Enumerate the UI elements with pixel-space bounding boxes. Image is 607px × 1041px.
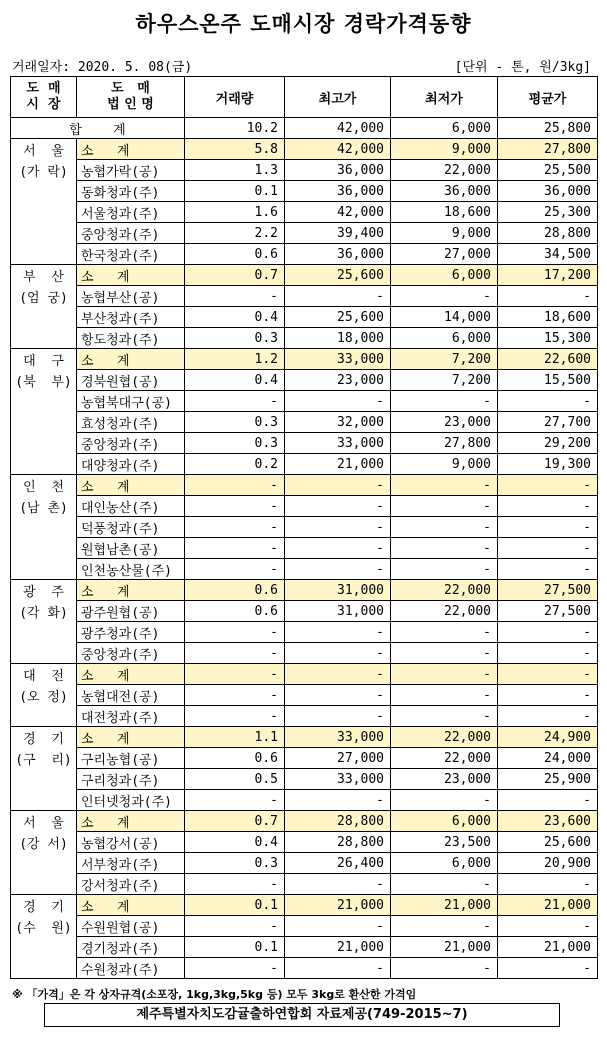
cell-min: -: [391, 286, 498, 307]
cell-avg: 25,300: [498, 202, 598, 223]
total-label: 합 계: [11, 118, 185, 139]
cell-min: 23,500: [391, 832, 498, 853]
cell-avg: 23,600: [498, 811, 598, 832]
cell-avg: 24,900: [498, 727, 598, 748]
cell-min: -: [391, 958, 498, 979]
cell-max: -: [285, 685, 391, 706]
cell-avg: 20,900: [498, 853, 598, 874]
cell-volume: 1.3: [185, 160, 285, 181]
cell-avg: -: [498, 286, 598, 307]
cell-min: 21,000: [391, 895, 498, 916]
cell-min: -: [391, 622, 498, 643]
cell-volume: -: [185, 559, 285, 580]
source-box: 제주특별자치도감귤출하연합회 자료제공(749-2015~7): [44, 1003, 560, 1027]
market-location: (구 리): [15, 753, 72, 768]
cell-volume: -: [185, 664, 285, 685]
cell-volume: -: [185, 790, 285, 811]
cell-max: -: [285, 559, 391, 580]
corp-name: 수원원협(공): [77, 916, 185, 937]
corp-name: 구리농협(공): [77, 748, 185, 769]
cell-volume: 2.2: [185, 223, 285, 244]
cell-max: -: [285, 664, 391, 685]
market-location: (엄 궁): [19, 291, 68, 306]
table-row: [11, 307, 598, 328]
cell-volume: -: [185, 706, 285, 727]
unit-label: [단위 - 톤, 원/3kg]: [454, 60, 591, 75]
corp-name: 농협가락(공): [77, 160, 185, 181]
table-row: [11, 244, 598, 265]
corp-name: 경기청과(주): [77, 937, 185, 958]
cell-avg: 15,300: [498, 328, 598, 349]
table-row: [11, 223, 598, 244]
cell-min: -: [391, 517, 498, 538]
cell-avg: -: [498, 391, 598, 412]
corp-name: 대전청과(주): [77, 706, 185, 727]
cell-avg: 22,600: [498, 349, 598, 370]
cell-max: 31,000: [285, 580, 391, 601]
cell-volume: 0.4: [185, 832, 285, 853]
table-row: [11, 559, 598, 580]
cell-volume: -: [185, 916, 285, 937]
cell-volume: 0.5: [185, 769, 285, 790]
cell-min: 22,000: [391, 160, 498, 181]
cell-volume: 0.4: [185, 307, 285, 328]
cell-max: -: [285, 286, 391, 307]
cell-min: 6,000: [391, 853, 498, 874]
corp-name: 인천농산물(주): [77, 559, 185, 580]
table-row: [11, 454, 598, 475]
cell-min: -: [391, 643, 498, 664]
corp-name: 항도청과(주): [77, 328, 185, 349]
cell-avg: 29,200: [498, 433, 598, 454]
header-market: [11, 77, 77, 118]
cell-avg: 18,600: [498, 307, 598, 328]
header-corp-top: 도 매: [111, 81, 150, 96]
market-name: 인 천: [23, 480, 64, 495]
cell-max: 32,000: [285, 412, 391, 433]
price-table: [10, 76, 598, 979]
table-row: [11, 769, 598, 790]
corp-name: 경북원협(공): [77, 370, 185, 391]
cell-volume: 0.2: [185, 454, 285, 475]
corp-name: 농협강서(공): [77, 832, 185, 853]
cell-min: 22,000: [391, 601, 498, 622]
cell-max: 23,000: [285, 370, 391, 391]
total-row: [11, 118, 598, 139]
corp-name: 원협남촌(공): [77, 538, 185, 559]
cell-min: 9,000: [391, 223, 498, 244]
cell-volume: -: [185, 958, 285, 979]
cell-avg: -: [498, 706, 598, 727]
total-volume: 10.2: [185, 118, 285, 139]
cell-volume: -: [185, 538, 285, 559]
table-row: [11, 160, 598, 181]
cell-min: 7,200: [391, 370, 498, 391]
cell-max: 25,600: [285, 307, 391, 328]
cell-avg: 25,500: [498, 160, 598, 181]
market-cell: [11, 895, 77, 979]
table-row: [11, 916, 598, 937]
cell-max: 21,000: [285, 454, 391, 475]
cell-avg: 19,300: [498, 454, 598, 475]
table-row: [11, 538, 598, 559]
corp-name: 대인농산(주): [77, 496, 185, 517]
cell-max: 27,000: [285, 748, 391, 769]
cell-max: 33,000: [285, 769, 391, 790]
market-cell: [11, 664, 77, 727]
market-location: (가 락): [19, 165, 68, 180]
corp-name: 덕풍청과(주): [77, 517, 185, 538]
cell-volume: 0.1: [185, 181, 285, 202]
cell-volume: 1.1: [185, 727, 285, 748]
corp-name: 서울청과(주): [77, 202, 185, 223]
cell-max: -: [285, 538, 391, 559]
corp-name: 인터넷청과(주): [77, 790, 185, 811]
table-row: [11, 202, 598, 223]
cell-max: 28,800: [285, 811, 391, 832]
table-row: [11, 622, 598, 643]
cell-max: -: [285, 706, 391, 727]
market-cell: [11, 139, 77, 265]
cell-max: 39,400: [285, 223, 391, 244]
subtotal-label: 소 계: [77, 580, 185, 601]
cell-volume: -: [185, 685, 285, 706]
table-row: [11, 370, 598, 391]
table-row: [11, 328, 598, 349]
table-row: [11, 181, 598, 202]
cell-avg: 27,800: [498, 139, 598, 160]
cell-volume: 1.6: [185, 202, 285, 223]
corp-name: 부산청과(주): [77, 307, 185, 328]
cell-max: 42,000: [285, 202, 391, 223]
cell-avg: -: [498, 685, 598, 706]
cell-avg: -: [498, 790, 598, 811]
table-row: [11, 790, 598, 811]
market-cell: [11, 349, 77, 475]
cell-max: 21,000: [285, 937, 391, 958]
market-location: (오 정): [19, 690, 68, 705]
subtotal-row: [11, 139, 598, 160]
market-cell: [11, 727, 77, 811]
table-row: [11, 685, 598, 706]
cell-volume: 0.6: [185, 601, 285, 622]
cell-avg: 17,200: [498, 265, 598, 286]
corp-name: 농협대전(공): [77, 685, 185, 706]
table-row: [11, 391, 598, 412]
cell-volume: 0.3: [185, 433, 285, 454]
cell-min: 9,000: [391, 454, 498, 475]
subtotal-row: [11, 580, 598, 601]
cell-max: 21,000: [285, 895, 391, 916]
table-row: [11, 601, 598, 622]
cell-volume: 0.3: [185, 412, 285, 433]
page-title: 하우스온주 도매시장 경락가격동향: [135, 12, 472, 36]
cell-avg: -: [498, 958, 598, 979]
cell-min: 21,000: [391, 937, 498, 958]
cell-max: -: [285, 622, 391, 643]
cell-min: -: [391, 391, 498, 412]
cell-avg: 25,600: [498, 832, 598, 853]
corp-name: 한국청과(주): [77, 244, 185, 265]
price-note: ※ 「가격」은 각 상자규격(소포장, 1kg,3kg,5kg 등) 모두 3kg로 환산한 가격임: [12, 988, 417, 1001]
corp-name: 대양청과(주): [77, 454, 185, 475]
info-line: [10, 56, 595, 74]
table-row: [11, 832, 598, 853]
market-location: (강 서): [19, 837, 68, 852]
cell-volume: -: [185, 622, 285, 643]
subtotal-row: [11, 664, 598, 685]
header-corp: [77, 77, 185, 118]
cell-max: 33,000: [285, 349, 391, 370]
subtotal-label: 소 계: [77, 349, 185, 370]
header-volume: 거래량: [185, 77, 285, 118]
cell-avg: -: [498, 538, 598, 559]
header-market-bottom: 시 장: [26, 97, 61, 112]
cell-volume: -: [185, 286, 285, 307]
cell-min: 9,000: [391, 139, 498, 160]
cell-min: -: [391, 916, 498, 937]
cell-min: -: [391, 559, 498, 580]
corp-name: 효성청과(주): [77, 412, 185, 433]
cell-avg: 25,900: [498, 769, 598, 790]
market-cell: [11, 265, 77, 349]
cell-max: 26,400: [285, 853, 391, 874]
cell-volume: 1.2: [185, 349, 285, 370]
cell-max: -: [285, 643, 391, 664]
cell-avg: -: [498, 496, 598, 517]
header-row: [11, 77, 598, 118]
cell-min: 22,000: [391, 748, 498, 769]
cell-max: -: [285, 958, 391, 979]
cell-volume: -: [185, 643, 285, 664]
cell-avg: -: [498, 664, 598, 685]
cell-avg: 34,500: [498, 244, 598, 265]
cell-max: -: [285, 874, 391, 895]
cell-min: -: [391, 538, 498, 559]
cell-volume: 0.1: [185, 895, 285, 916]
cell-avg: 15,500: [498, 370, 598, 391]
cell-avg: -: [498, 874, 598, 895]
total-min: 6,000: [391, 118, 498, 139]
corp-name: 광주원협(공): [77, 601, 185, 622]
cell-min: 22,000: [391, 580, 498, 601]
cell-volume: 0.6: [185, 580, 285, 601]
cell-volume: 0.7: [185, 811, 285, 832]
subtotal-label: 소 계: [77, 664, 185, 685]
cell-volume: -: [185, 475, 285, 496]
cell-volume: 0.6: [185, 748, 285, 769]
corp-name: 중앙청과(주): [77, 433, 185, 454]
subtotal-row: [11, 727, 598, 748]
table-row: [11, 853, 598, 874]
cell-max: 25,600: [285, 265, 391, 286]
table-row: [11, 937, 598, 958]
cell-min: 7,200: [391, 349, 498, 370]
market-name: 서 울: [23, 144, 64, 159]
market-name: 대 구: [23, 354, 64, 369]
cell-min: -: [391, 496, 498, 517]
market-name: 대 전: [23, 669, 64, 684]
cell-max: 36,000: [285, 244, 391, 265]
cell-volume: 0.3: [185, 328, 285, 349]
market-location: (북 부): [15, 375, 72, 390]
cell-min: -: [391, 706, 498, 727]
cell-avg: -: [498, 559, 598, 580]
corp-name: 수원청과(주): [77, 958, 185, 979]
table-row: [11, 517, 598, 538]
cell-max: 36,000: [285, 160, 391, 181]
cell-volume: 0.6: [185, 244, 285, 265]
market-location: (남 촌): [19, 501, 68, 516]
cell-min: -: [391, 790, 498, 811]
table-row: [11, 748, 598, 769]
cell-avg: 24,000: [498, 748, 598, 769]
table-row: [11, 433, 598, 454]
corp-name: 농협부산(공): [77, 286, 185, 307]
cell-min: -: [391, 874, 498, 895]
cell-avg: 36,000: [498, 181, 598, 202]
cell-avg: -: [498, 475, 598, 496]
market-name: 부 산: [23, 270, 64, 285]
cell-volume: -: [185, 496, 285, 517]
subtotal-label: 소 계: [77, 475, 185, 496]
cell-max: -: [285, 916, 391, 937]
cell-min: 6,000: [391, 265, 498, 286]
cell-min: 6,000: [391, 811, 498, 832]
header-corp-bottom: 법 인 명: [107, 97, 154, 112]
corp-name: 농협북대구(공): [77, 391, 185, 412]
table-row: [11, 874, 598, 895]
cell-min: 36,000: [391, 181, 498, 202]
cell-avg: -: [498, 916, 598, 937]
corp-name: 광주청과(주): [77, 622, 185, 643]
cell-min: 22,000: [391, 727, 498, 748]
header-market-top: 도 매: [26, 81, 61, 96]
header-max: 최고가: [285, 77, 391, 118]
cell-avg: 21,000: [498, 937, 598, 958]
cell-max: 18,000: [285, 328, 391, 349]
cell-max: 42,000: [285, 139, 391, 160]
cell-volume: -: [185, 391, 285, 412]
table-row: [11, 643, 598, 664]
cell-max: -: [285, 496, 391, 517]
cell-volume: 0.4: [185, 370, 285, 391]
total-avg: 25,800: [498, 118, 598, 139]
cell-max: 31,000: [285, 601, 391, 622]
cell-avg: 28,800: [498, 223, 598, 244]
cell-volume: -: [185, 517, 285, 538]
subtotal-label: 소 계: [77, 139, 185, 160]
market-cell: [11, 475, 77, 580]
cell-min: -: [391, 685, 498, 706]
corp-name: 강서청과(주): [77, 874, 185, 895]
trade-date: 거래일자: 2020. 5. 08(금): [12, 60, 193, 75]
market-cell: [11, 580, 77, 664]
cell-max: 33,000: [285, 727, 391, 748]
cell-volume: 0.3: [185, 853, 285, 874]
cell-avg: 27,500: [498, 580, 598, 601]
cell-volume: 0.7: [185, 265, 285, 286]
table-body: [11, 118, 598, 979]
table-row: [11, 958, 598, 979]
cell-avg: 27,500: [498, 601, 598, 622]
corp-name: 동화청과(주): [77, 181, 185, 202]
cell-volume: 0.1: [185, 937, 285, 958]
table-row: [11, 412, 598, 433]
market-name: 서 울: [23, 816, 64, 831]
cell-min: 23,000: [391, 769, 498, 790]
corp-name: 중앙청과(주): [77, 643, 185, 664]
cell-avg: -: [498, 517, 598, 538]
subtotal-label: 소 계: [77, 727, 185, 748]
subtotal-row: [11, 475, 598, 496]
market-cell: [11, 811, 77, 895]
cell-volume: 5.8: [185, 139, 285, 160]
cell-min: 27,800: [391, 433, 498, 454]
corp-name: 구리청과(주): [77, 769, 185, 790]
market-location: (각 화): [19, 606, 68, 621]
cell-max: 33,000: [285, 433, 391, 454]
subtotal-row: [11, 265, 598, 286]
cell-avg: 21,000: [498, 895, 598, 916]
table-row: [11, 286, 598, 307]
cell-min: 6,000: [391, 328, 498, 349]
cell-min: -: [391, 475, 498, 496]
cell-avg: -: [498, 643, 598, 664]
cell-max: -: [285, 517, 391, 538]
cell-volume: -: [185, 874, 285, 895]
subtotal-row: [11, 349, 598, 370]
cell-max: -: [285, 391, 391, 412]
subtotal-label: 소 계: [77, 265, 185, 286]
cell-min: -: [391, 664, 498, 685]
table-row: [11, 706, 598, 727]
cell-max: 28,800: [285, 832, 391, 853]
market-name: 광 주: [23, 585, 64, 600]
table-row: [11, 496, 598, 517]
subtotal-label: 소 계: [77, 895, 185, 916]
cell-max: -: [285, 790, 391, 811]
market-name: 경 기: [23, 732, 64, 747]
market-name: 경 기: [23, 900, 64, 915]
cell-max: 36,000: [285, 181, 391, 202]
market-location: (수 원): [15, 921, 72, 936]
total-max: 42,000: [285, 118, 391, 139]
cell-min: 23,000: [391, 412, 498, 433]
subtotal-row: [11, 895, 598, 916]
cell-avg: -: [498, 622, 598, 643]
cell-min: 14,000: [391, 307, 498, 328]
header-min: 최저가: [391, 77, 498, 118]
cell-min: 18,600: [391, 202, 498, 223]
cell-avg: 27,700: [498, 412, 598, 433]
corp-name: 중앙청과(주): [77, 223, 185, 244]
subtotal-row: [11, 811, 598, 832]
subtotal-label: 소 계: [77, 811, 185, 832]
cell-max: -: [285, 475, 391, 496]
corp-name: 서부청과(주): [77, 853, 185, 874]
header-avg: 평균가: [498, 77, 598, 118]
cell-min: 27,000: [391, 244, 498, 265]
